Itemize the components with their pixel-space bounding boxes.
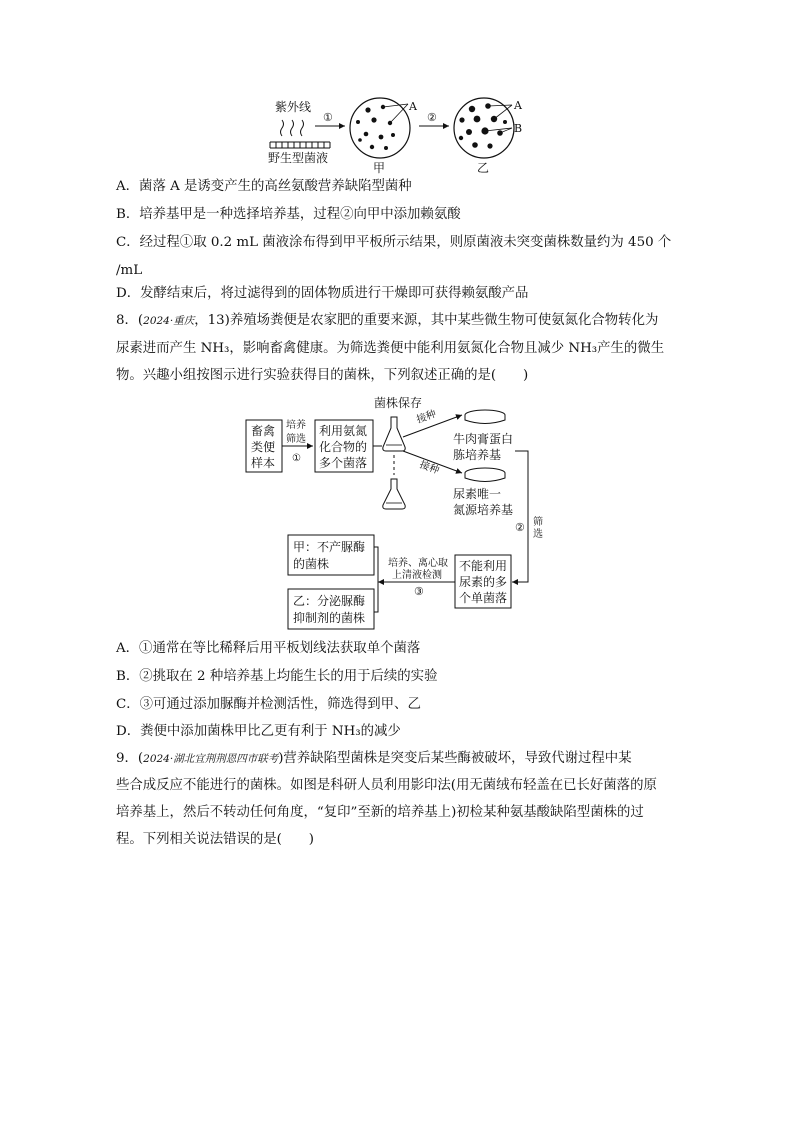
arrow3-mid-label: 上清液检测 bbox=[392, 570, 442, 581]
q8-stem-line3: 物。兴趣小组按图示进行实验获得目的菌株，下列叙述正确的是( ) bbox=[116, 368, 529, 383]
box-sample-line3: 样本 bbox=[251, 456, 276, 470]
label-a-jia: A bbox=[409, 100, 417, 113]
dish-urea-icon bbox=[465, 468, 505, 482]
dish-beef-icon bbox=[465, 410, 505, 424]
q9-stem-line2: 些合成反应不能进行的菌株。如图是科研人员利用影印法(用无菌绒布轻盖在已长好菌落的原 bbox=[116, 778, 657, 793]
box-single-line3: 个单菌落 bbox=[459, 591, 508, 605]
step2-label: ② bbox=[427, 111, 437, 124]
q8-source: 重庆 bbox=[173, 315, 195, 327]
plate-jia-label: 甲 bbox=[373, 161, 386, 175]
q8-stem-line1 bbox=[116, 312, 658, 330]
step1-label: ① bbox=[323, 111, 333, 124]
plate-yi-label: 乙 bbox=[477, 161, 490, 175]
q9-stem-line3: 培养基上，然后不转动任何角度，“复印”至新的培养基上)初检某种氨基酸缺陷型菌株的过 bbox=[116, 805, 644, 820]
plate-yi-colonies bbox=[459, 103, 507, 148]
arrow3-num: ③ bbox=[414, 585, 424, 598]
bracket-screen bbox=[512, 451, 528, 582]
uv-rays-icon bbox=[281, 120, 304, 136]
q7-option-d: D．发酵结束后，将过滤得到的固体物质进行干燥即可获得赖氨酸产品 bbox=[116, 286, 529, 301]
flask-icon-top bbox=[383, 417, 405, 451]
label-a-yi: A bbox=[514, 99, 522, 112]
urea-medium-line1: 尿素唯一 bbox=[453, 487, 502, 501]
box-single-line1: 不能利用 bbox=[459, 559, 508, 573]
beef-medium-line2: 胨培养基 bbox=[453, 448, 502, 462]
box-yi-line1: 乙：分泌脲酶 bbox=[293, 594, 366, 608]
q9-stem-line1 bbox=[116, 750, 632, 768]
q8-option-c: C．③可通过添加脲酶并检测活性，筛选得到甲、乙 bbox=[116, 697, 421, 712]
storage-label: 菌株保存 bbox=[374, 396, 423, 410]
q8-number: 8．( bbox=[116, 313, 144, 328]
box-yi-line2: 抑制剂的菌株 bbox=[293, 611, 366, 625]
q8-option-d: D．粪便中添加菌株甲比乙更有利于 NH₃的减少 bbox=[116, 724, 401, 739]
arrow3-top-label: 培养、离心取 bbox=[388, 558, 448, 569]
q7-option-b: B．培养基甲是一种选择培养基，过程②向甲中添加赖氨酸 bbox=[116, 207, 461, 222]
box-sample-line1: 畜禽 bbox=[251, 424, 276, 438]
screen-label-2: 选 bbox=[533, 529, 543, 540]
q9-number: 9．( bbox=[116, 751, 144, 766]
q7-option-a: A．菌落 A 是诱变产生的高丝氨酸营养缺陷型菌种 bbox=[116, 179, 412, 194]
q8-stem-text: ，13)养殖场粪便是农家肥的重要来源，其中某些微生物可使氨氮化合物转化为 bbox=[194, 313, 659, 328]
arrow1-top-label: 培养 bbox=[286, 420, 306, 431]
label-b-yi: B bbox=[514, 122, 523, 135]
figure-screening-flowchart bbox=[0, 395, 794, 630]
q8-year: 2024· bbox=[143, 315, 174, 327]
box-colonies-line2: 化合物的 bbox=[319, 440, 368, 454]
q8-stem-line2: 尿素进而产生 NH₃，影响畜禽健康。为筛选粪便中能利用氨氮化合物且减少 NH₃产生的微生 bbox=[116, 341, 665, 356]
box-sample-line2: 类便 bbox=[251, 440, 276, 454]
screen-label-1: 筛 bbox=[533, 517, 543, 528]
q7-option-c: C．经过程①取 0.2 mL 菌液涂布得到甲平板所示结果，则原菌液未突变菌株数量约为 450 个 bbox=[116, 235, 672, 250]
q9-source: 湖北宜荆荆恩四市联考 bbox=[173, 753, 279, 765]
q9-stem-line4: 程。下列相关说法错误的是( ) bbox=[116, 832, 314, 847]
uv-label: 紫外线 bbox=[275, 100, 312, 114]
box-single-line2: 尿素的多 bbox=[459, 575, 508, 589]
q7-option-c-cont: /mL bbox=[116, 263, 143, 278]
inoc1-label: 接种 bbox=[415, 408, 438, 426]
plate-jia-colonies bbox=[356, 105, 395, 150]
box-jia-line2: 的菌株 bbox=[293, 557, 330, 571]
bracket-left bbox=[374, 547, 378, 612]
wild-culture-label: 野生型菌液 bbox=[268, 151, 329, 165]
q9-year: 2024· bbox=[143, 753, 174, 765]
box-colonies-line1: 利用氨氮 bbox=[319, 424, 368, 438]
flask-icon-bottom bbox=[383, 479, 405, 509]
box-jia-line1: 甲：不产脲酶 bbox=[293, 540, 366, 554]
beef-medium-line1: 牛肉膏蛋白 bbox=[453, 432, 514, 446]
q8-option-a: A．①通常在等比稀释后用平板划线法获取单个菌落 bbox=[116, 641, 421, 656]
screen-num: ② bbox=[515, 521, 525, 534]
q9-stem-text: )营养缺陷型菌株是突变后某些酶被破坏，导致代谢过程中某 bbox=[278, 751, 632, 766]
inoc2-label: 接种 bbox=[417, 459, 441, 477]
plate-jia bbox=[350, 98, 410, 158]
box-colonies-line3: 多个菌落 bbox=[319, 456, 368, 470]
q8-option-b: B．②挑取在 2 种培养基上均能生长的用于后续的实验 bbox=[116, 669, 438, 684]
wild-culture-dish bbox=[270, 142, 330, 148]
arrow1-num: ① bbox=[292, 453, 301, 464]
arrow1-mid-label: 筛选 bbox=[286, 434, 306, 445]
urea-medium-line2: 氮源培养基 bbox=[453, 503, 514, 517]
